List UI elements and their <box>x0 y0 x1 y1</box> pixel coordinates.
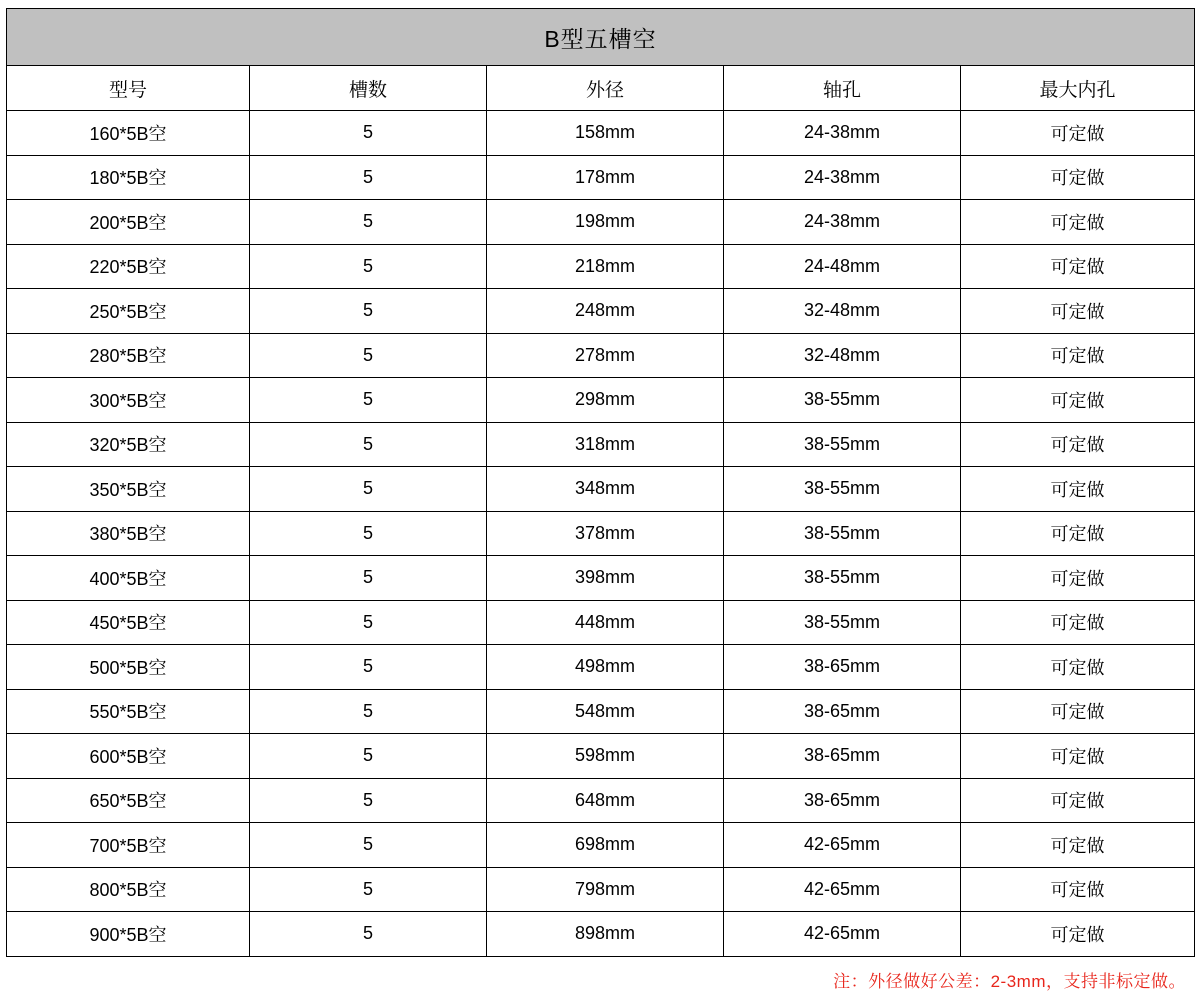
table-cell: 5 <box>250 244 487 289</box>
table-cell: 898mm <box>487 912 724 957</box>
table-row <box>7 378 1195 423</box>
table-column-header-row <box>7 66 1195 111</box>
table-row <box>7 111 1195 156</box>
table-cell: 38-55mm <box>724 600 961 645</box>
column-header-shaft-hole: 轴孔 <box>724 66 961 111</box>
table-row <box>7 823 1195 868</box>
table-cell: 5 <box>250 378 487 423</box>
table-row <box>7 645 1195 690</box>
table-cell: 可定做 <box>961 378 1195 423</box>
table-cell: 可定做 <box>961 155 1195 200</box>
table-cell: 320*5B空 <box>7 422 250 467</box>
table-cell: 380*5B空 <box>7 511 250 556</box>
table-cell: 248mm <box>487 289 724 334</box>
table-cell: 5 <box>250 289 487 334</box>
table-row <box>7 333 1195 378</box>
table-cell: 5 <box>250 467 487 512</box>
table-cell: 可定做 <box>961 778 1195 823</box>
table-cell: 5 <box>250 200 487 245</box>
table-cell: 400*5B空 <box>7 556 250 601</box>
table-cell: 可定做 <box>961 289 1195 334</box>
table-cell: 32-48mm <box>724 289 961 334</box>
table-cell: 24-48mm <box>724 244 961 289</box>
column-header-model: 型号 <box>7 66 250 111</box>
table-cell: 700*5B空 <box>7 823 250 868</box>
table-header <box>7 9 1195 111</box>
table-cell: 38-55mm <box>724 378 961 423</box>
table-cell: 5 <box>250 111 487 156</box>
table-cell: 218mm <box>487 244 724 289</box>
column-header-groove-count: 槽数 <box>250 66 487 111</box>
table-cell: 38-55mm <box>724 556 961 601</box>
table-cell: 可定做 <box>961 511 1195 556</box>
table-cell: 38-65mm <box>724 734 961 779</box>
column-header-outer-diameter: 外径 <box>487 66 724 111</box>
table-cell: 可定做 <box>961 912 1195 957</box>
table-cell: 220*5B空 <box>7 244 250 289</box>
table-cell: 38-65mm <box>724 645 961 690</box>
table-cell: 38-65mm <box>724 778 961 823</box>
table-row <box>7 556 1195 601</box>
table-cell: 600*5B空 <box>7 734 250 779</box>
table-cell: 42-65mm <box>724 912 961 957</box>
table-row <box>7 912 1195 957</box>
table-cell: 550*5B空 <box>7 689 250 734</box>
table-row <box>7 511 1195 556</box>
table-cell: 598mm <box>487 734 724 779</box>
table-cell: 5 <box>250 422 487 467</box>
table-cell: 5 <box>250 734 487 779</box>
table-cell: 548mm <box>487 689 724 734</box>
table-cell: 5 <box>250 823 487 868</box>
table-cell: 348mm <box>487 467 724 512</box>
table-cell: 900*5B空 <box>7 912 250 957</box>
table-cell: 698mm <box>487 823 724 868</box>
table-cell: 500*5B空 <box>7 645 250 690</box>
footnote: 注：外径做好公差：2-3mm，支持非标定做。 <box>833 971 1186 991</box>
table-cell: 可定做 <box>961 422 1195 467</box>
table-cell: 可定做 <box>961 111 1195 156</box>
table-cell: 5 <box>250 556 487 601</box>
table-row <box>7 200 1195 245</box>
table-cell: 38-55mm <box>724 422 961 467</box>
table-cell: 200*5B空 <box>7 200 250 245</box>
table-cell: 648mm <box>487 778 724 823</box>
table-cell: 可定做 <box>961 867 1195 912</box>
table-cell: 可定做 <box>961 645 1195 690</box>
table-cell: 38-55mm <box>724 511 961 556</box>
table-cell: 300*5B空 <box>7 378 250 423</box>
table-cell: 198mm <box>487 200 724 245</box>
table-cell: 可定做 <box>961 689 1195 734</box>
table-cell: 可定做 <box>961 556 1195 601</box>
table-cell: 378mm <box>487 511 724 556</box>
table-body <box>7 111 1195 957</box>
table-cell: 24-38mm <box>724 155 961 200</box>
table-cell: 38-65mm <box>724 689 961 734</box>
table-cell: 5 <box>250 333 487 378</box>
table-cell: 可定做 <box>961 734 1195 779</box>
column-header-max-bore: 最大内孔 <box>961 66 1195 111</box>
table-row <box>7 422 1195 467</box>
table-row <box>7 155 1195 200</box>
table-row <box>7 734 1195 779</box>
table-cell: 42-65mm <box>724 867 961 912</box>
table-cell: 318mm <box>487 422 724 467</box>
table-cell: 158mm <box>487 111 724 156</box>
table-cell: 798mm <box>487 867 724 912</box>
table-cell: 450*5B空 <box>7 600 250 645</box>
table-cell: 5 <box>250 155 487 200</box>
table-cell: 350*5B空 <box>7 467 250 512</box>
table-row <box>7 289 1195 334</box>
table-cell: 24-38mm <box>724 111 961 156</box>
table-cell: 5 <box>250 912 487 957</box>
table-cell: 178mm <box>487 155 724 200</box>
table-cell: 278mm <box>487 333 724 378</box>
table-title-row <box>7 9 1195 66</box>
table-cell: 5 <box>250 689 487 734</box>
table-cell: 可定做 <box>961 467 1195 512</box>
table-cell: 650*5B空 <box>7 778 250 823</box>
table-cell: 可定做 <box>961 244 1195 289</box>
table-row <box>7 778 1195 823</box>
table-cell: 5 <box>250 600 487 645</box>
table-cell: 5 <box>250 645 487 690</box>
table-cell: 42-65mm <box>724 823 961 868</box>
table-cell: 5 <box>250 511 487 556</box>
table-cell: 498mm <box>487 645 724 690</box>
table-cell: 5 <box>250 867 487 912</box>
table-cell: 可定做 <box>961 333 1195 378</box>
table-cell: 可定做 <box>961 600 1195 645</box>
table-cell: 可定做 <box>961 823 1195 868</box>
table-row <box>7 244 1195 289</box>
specification-table <box>6 8 1195 957</box>
table-row <box>7 600 1195 645</box>
table-cell: 800*5B空 <box>7 867 250 912</box>
table-row <box>7 467 1195 512</box>
table-cell: 398mm <box>487 556 724 601</box>
table-row <box>7 867 1195 912</box>
table-cell: 250*5B空 <box>7 289 250 334</box>
table-cell: 180*5B空 <box>7 155 250 200</box>
table-cell: 448mm <box>487 600 724 645</box>
table-cell: 298mm <box>487 378 724 423</box>
table-cell: 38-55mm <box>724 467 961 512</box>
table-cell: 可定做 <box>961 200 1195 245</box>
table-cell: 160*5B空 <box>7 111 250 156</box>
table-cell: 32-48mm <box>724 333 961 378</box>
table-cell: 24-38mm <box>724 200 961 245</box>
table-cell: 5 <box>250 778 487 823</box>
table-row <box>7 689 1195 734</box>
table-title: B型五槽空 <box>7 9 1195 66</box>
table-cell: 280*5B空 <box>7 333 250 378</box>
